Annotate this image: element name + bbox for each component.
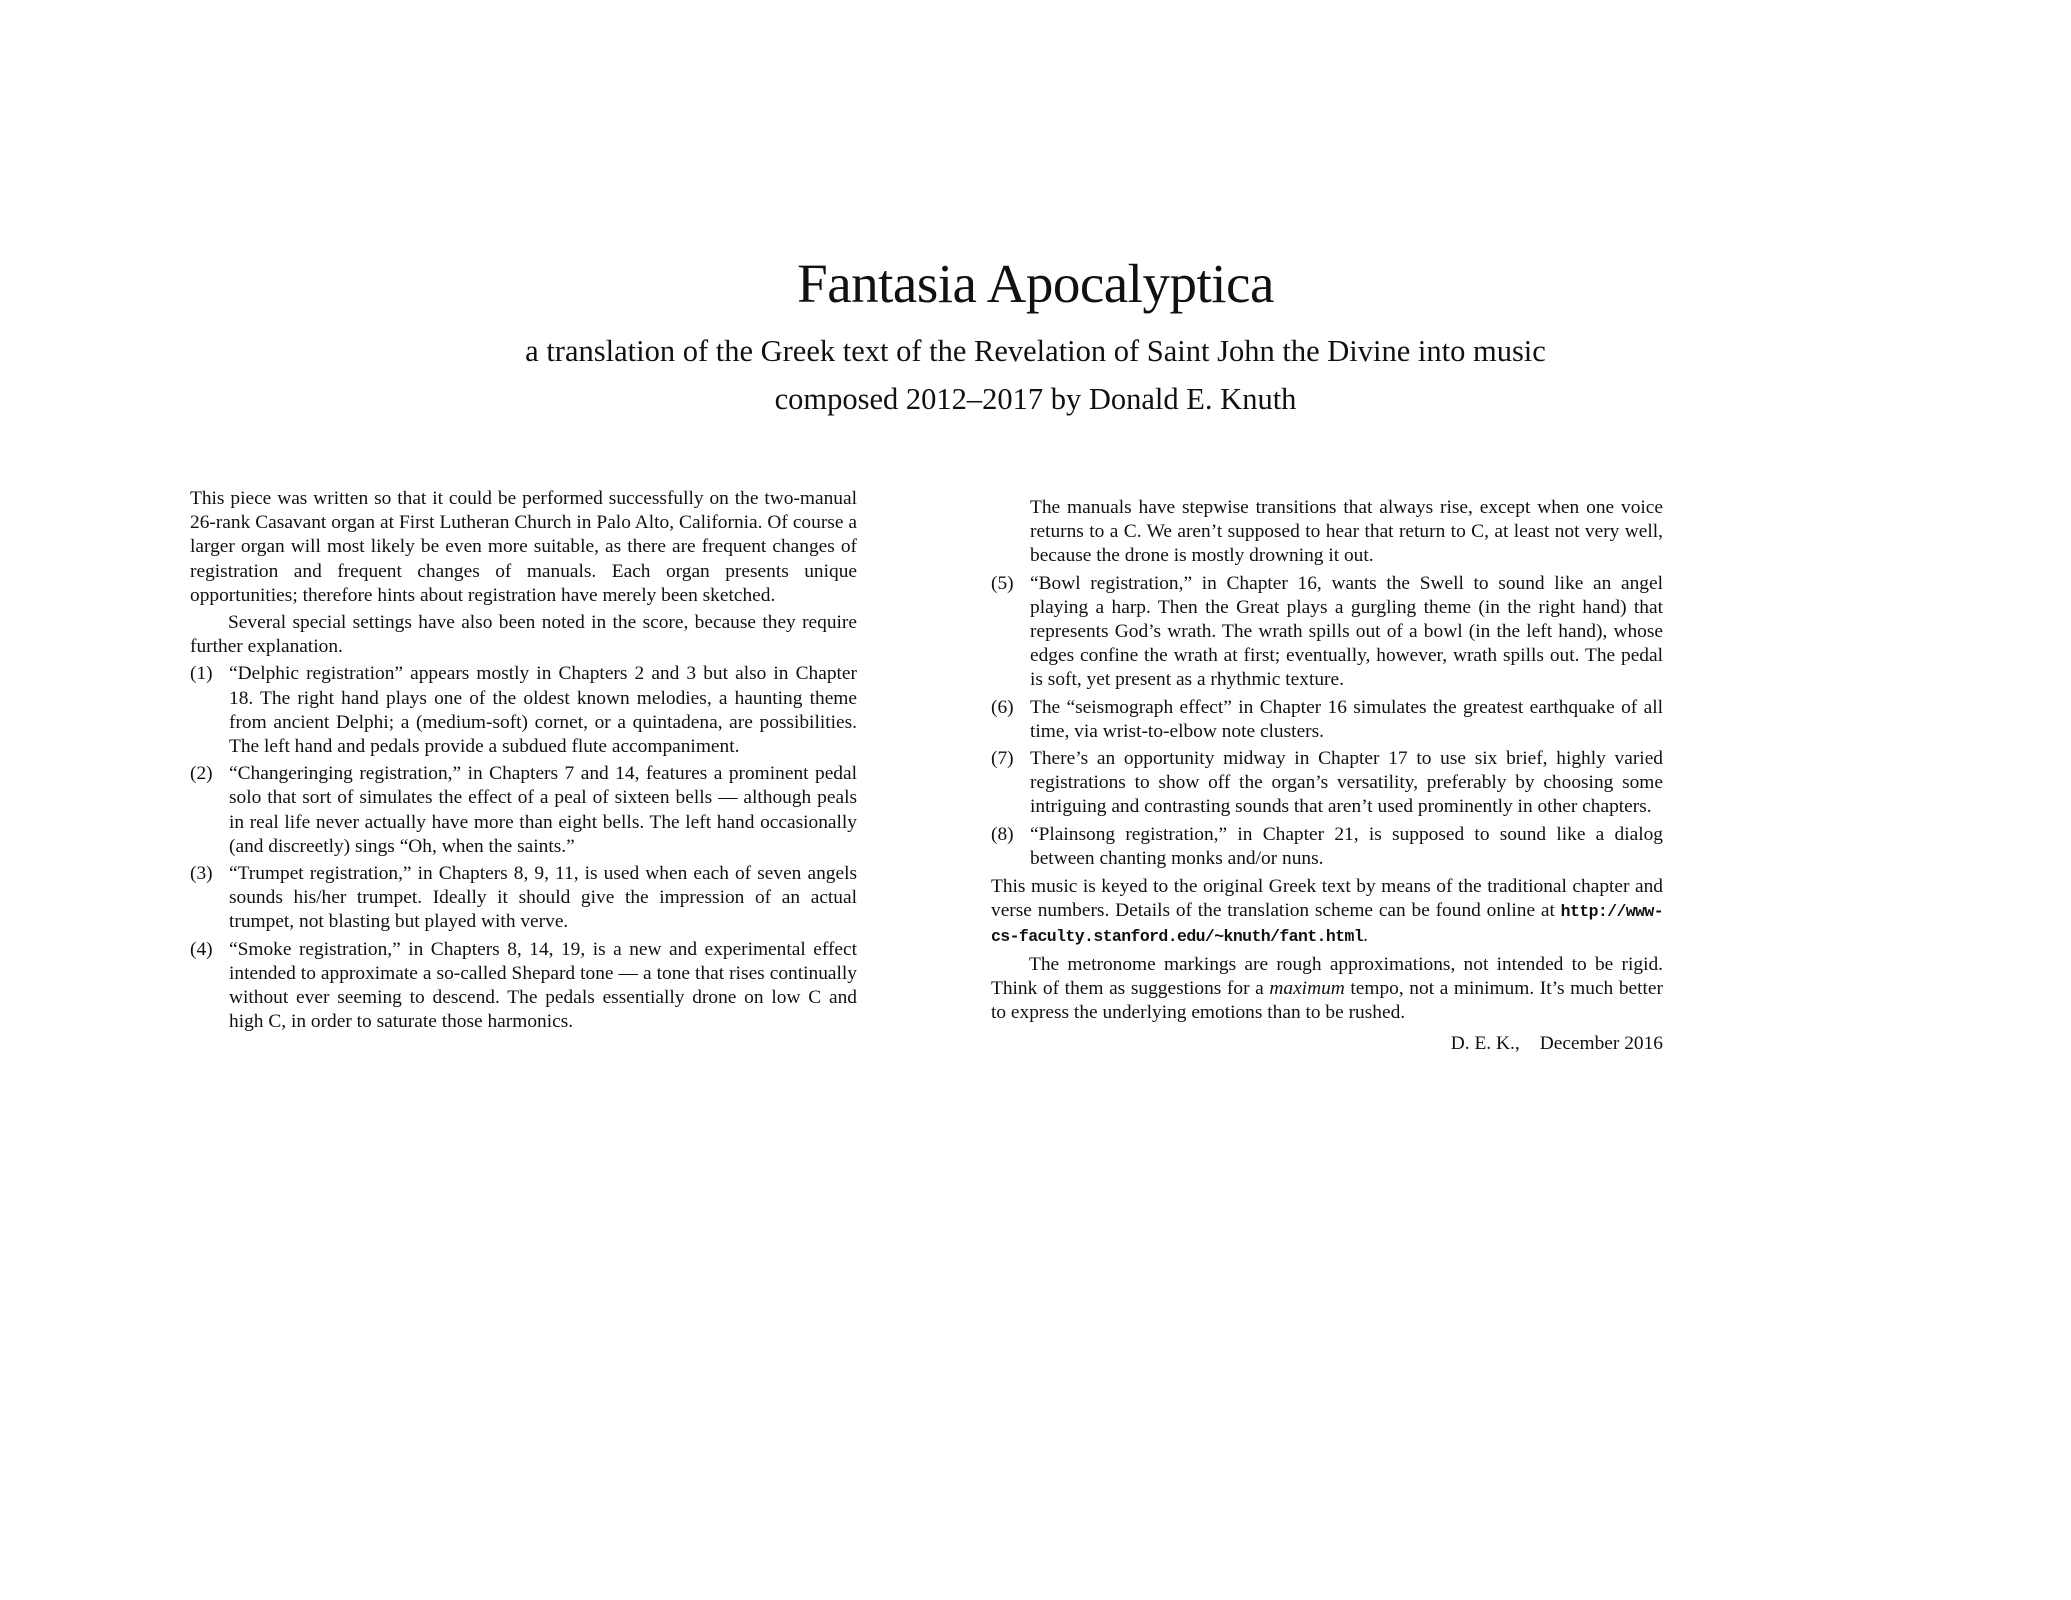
list-item — [190, 862, 857, 935]
subtitle: a translation of the Greek text of the Revelation of Saint John the Divine into music — [525, 334, 1546, 368]
item-number: (2) — [190, 763, 213, 785]
right-column — [991, 496, 1663, 1059]
item-text: “Smoke registration,” in Chapters 8, 14, 19, is a new and experimental effect intended to approximate a so-called Shepard tone — a tone that rises continually without ever seeming to descend. The pedals essentially drone on low C and high C, in order to saturate those harmonics. — [229, 938, 857, 1033]
emphasis-maximum: maximum — [1269, 977, 1345, 999]
left-column — [190, 487, 857, 1037]
item-text: “Bowl registration,” in Chapter 16, wants the Swell to sound like an angel playing a harp. Then the Great plays a gurgling theme (in the right hand) that represents God’s wrath. The wrath spills out of a bowl (in the left hand), whose edges confine the wrath at first; eventually, however, wrath spills out. The pedal is soft, yet present as a rhythmic texture. — [1030, 572, 1663, 691]
keyed-paragraph — [991, 875, 1663, 950]
intro-paragraph: This piece was written so that it could be performed successfully on the two-manual 26-rank Casavant organ at First Lutheran Church in Palo Alto, California. Of course a larger organ will most likely be even more suitable, as there are frequent changes of registration and frequent changes of manuals. Each organ presents unique opportunities; therefore hints about registration have merely been sketched. — [190, 488, 857, 606]
item-text: “Plainsong registration,” in Chapter 21, is supposed to sound like a dialog between chanting monks and/or nuns. — [1030, 823, 1663, 869]
item-continuation: The manuals have stepwise transitions that always rise, except when one voice returns to a C. We aren’t supposed to hear that return to C, at least not very well, because the drone is mostly drowning it out. — [1030, 497, 1663, 567]
item-number: (4) — [190, 938, 213, 960]
url-link[interactable]: http://www-cs-faculty.stanford.edu/~knuth/fant.html — [991, 902, 1663, 947]
item-number: (3) — [190, 863, 213, 885]
metronome-paragraph — [991, 953, 1663, 1026]
list-item — [190, 938, 857, 1035]
item-text: The “seismograph effect” in Chapter 16 simulates the greatest earthquake of all time, via wrist-to-elbow note clusters. — [1030, 696, 1663, 742]
list-item — [190, 762, 857, 859]
metronome-text-end: tempo, not a minimum. It’s much better to express the underlying emotions than to be rushed. — [991, 977, 1663, 1024]
list-item — [991, 747, 1663, 820]
item-number: (7) — [991, 748, 1014, 770]
list-item — [991, 572, 1663, 693]
settings-intro-paragraph: Several special settings have also been noted in the score, because they require further explanation. — [190, 612, 857, 658]
list-item — [991, 823, 1663, 871]
keyed-text-end: . — [1363, 925, 1368, 947]
item-text: “Trumpet registration,” in Chapters 8, 9, 11, is used when each of seven angels sounds his/her trumpet. Ideally it should give the impression of an actual trumpet, not blasting but played with verve. — [229, 863, 857, 933]
item-text: There’s an opportunity midway in Chapter 17 to use six brief, highly varied registrations to show off the organ’s versatility, preferably by choosing some intriguing and contrasting sounds that aren’t used prominently in other chapters. — [1030, 748, 1663, 818]
item-number: (6) — [991, 696, 1014, 718]
signature — [991, 1032, 1663, 1056]
list-item — [190, 662, 857, 759]
signature-date: December 2016 — [1539, 1033, 1663, 1055]
item-text: “Changeringing registration,” in Chapters 7 and 14, features a prominent pedal solo that sort of simulates the effect of a peal of sixteen bells — although peals in real life never actually have more than eight bells. The left hand occasionally (and discreetly) sings “Oh, when the saints.” — [229, 763, 857, 857]
page-title: Fantasia Apocalyptica — [797, 253, 1274, 314]
keyed-text: This music is keyed to the original Greek text by means of the traditional chapter and verse numbers. Details of the translation scheme can be found online at — [991, 876, 1663, 922]
composer-line: composed 2012–2017 by Donald E. Knuth — [774, 382, 1297, 416]
item-number: (5) — [991, 572, 1014, 594]
signature-initials: D. E. K., — [1450, 1033, 1520, 1055]
item-number: (8) — [991, 823, 1014, 845]
item-number: (1) — [190, 663, 213, 685]
metronome-text: The metronome markings are rough approximations, not intended to be rigid. Think of them as suggestions for a — [991, 953, 1663, 999]
list-item — [991, 696, 1663, 744]
item-text: “Delphic registration” appears mostly in Chapters 2 and 3 but also in Chapter 18. The right hand plays one of the oldest known melodies, a haunting theme from ancient Delphi; a (medium-soft) cornet, or a quintadena, are possibilities. The left hand and pedals provide a subdued flute accompaniment. — [229, 663, 857, 758]
